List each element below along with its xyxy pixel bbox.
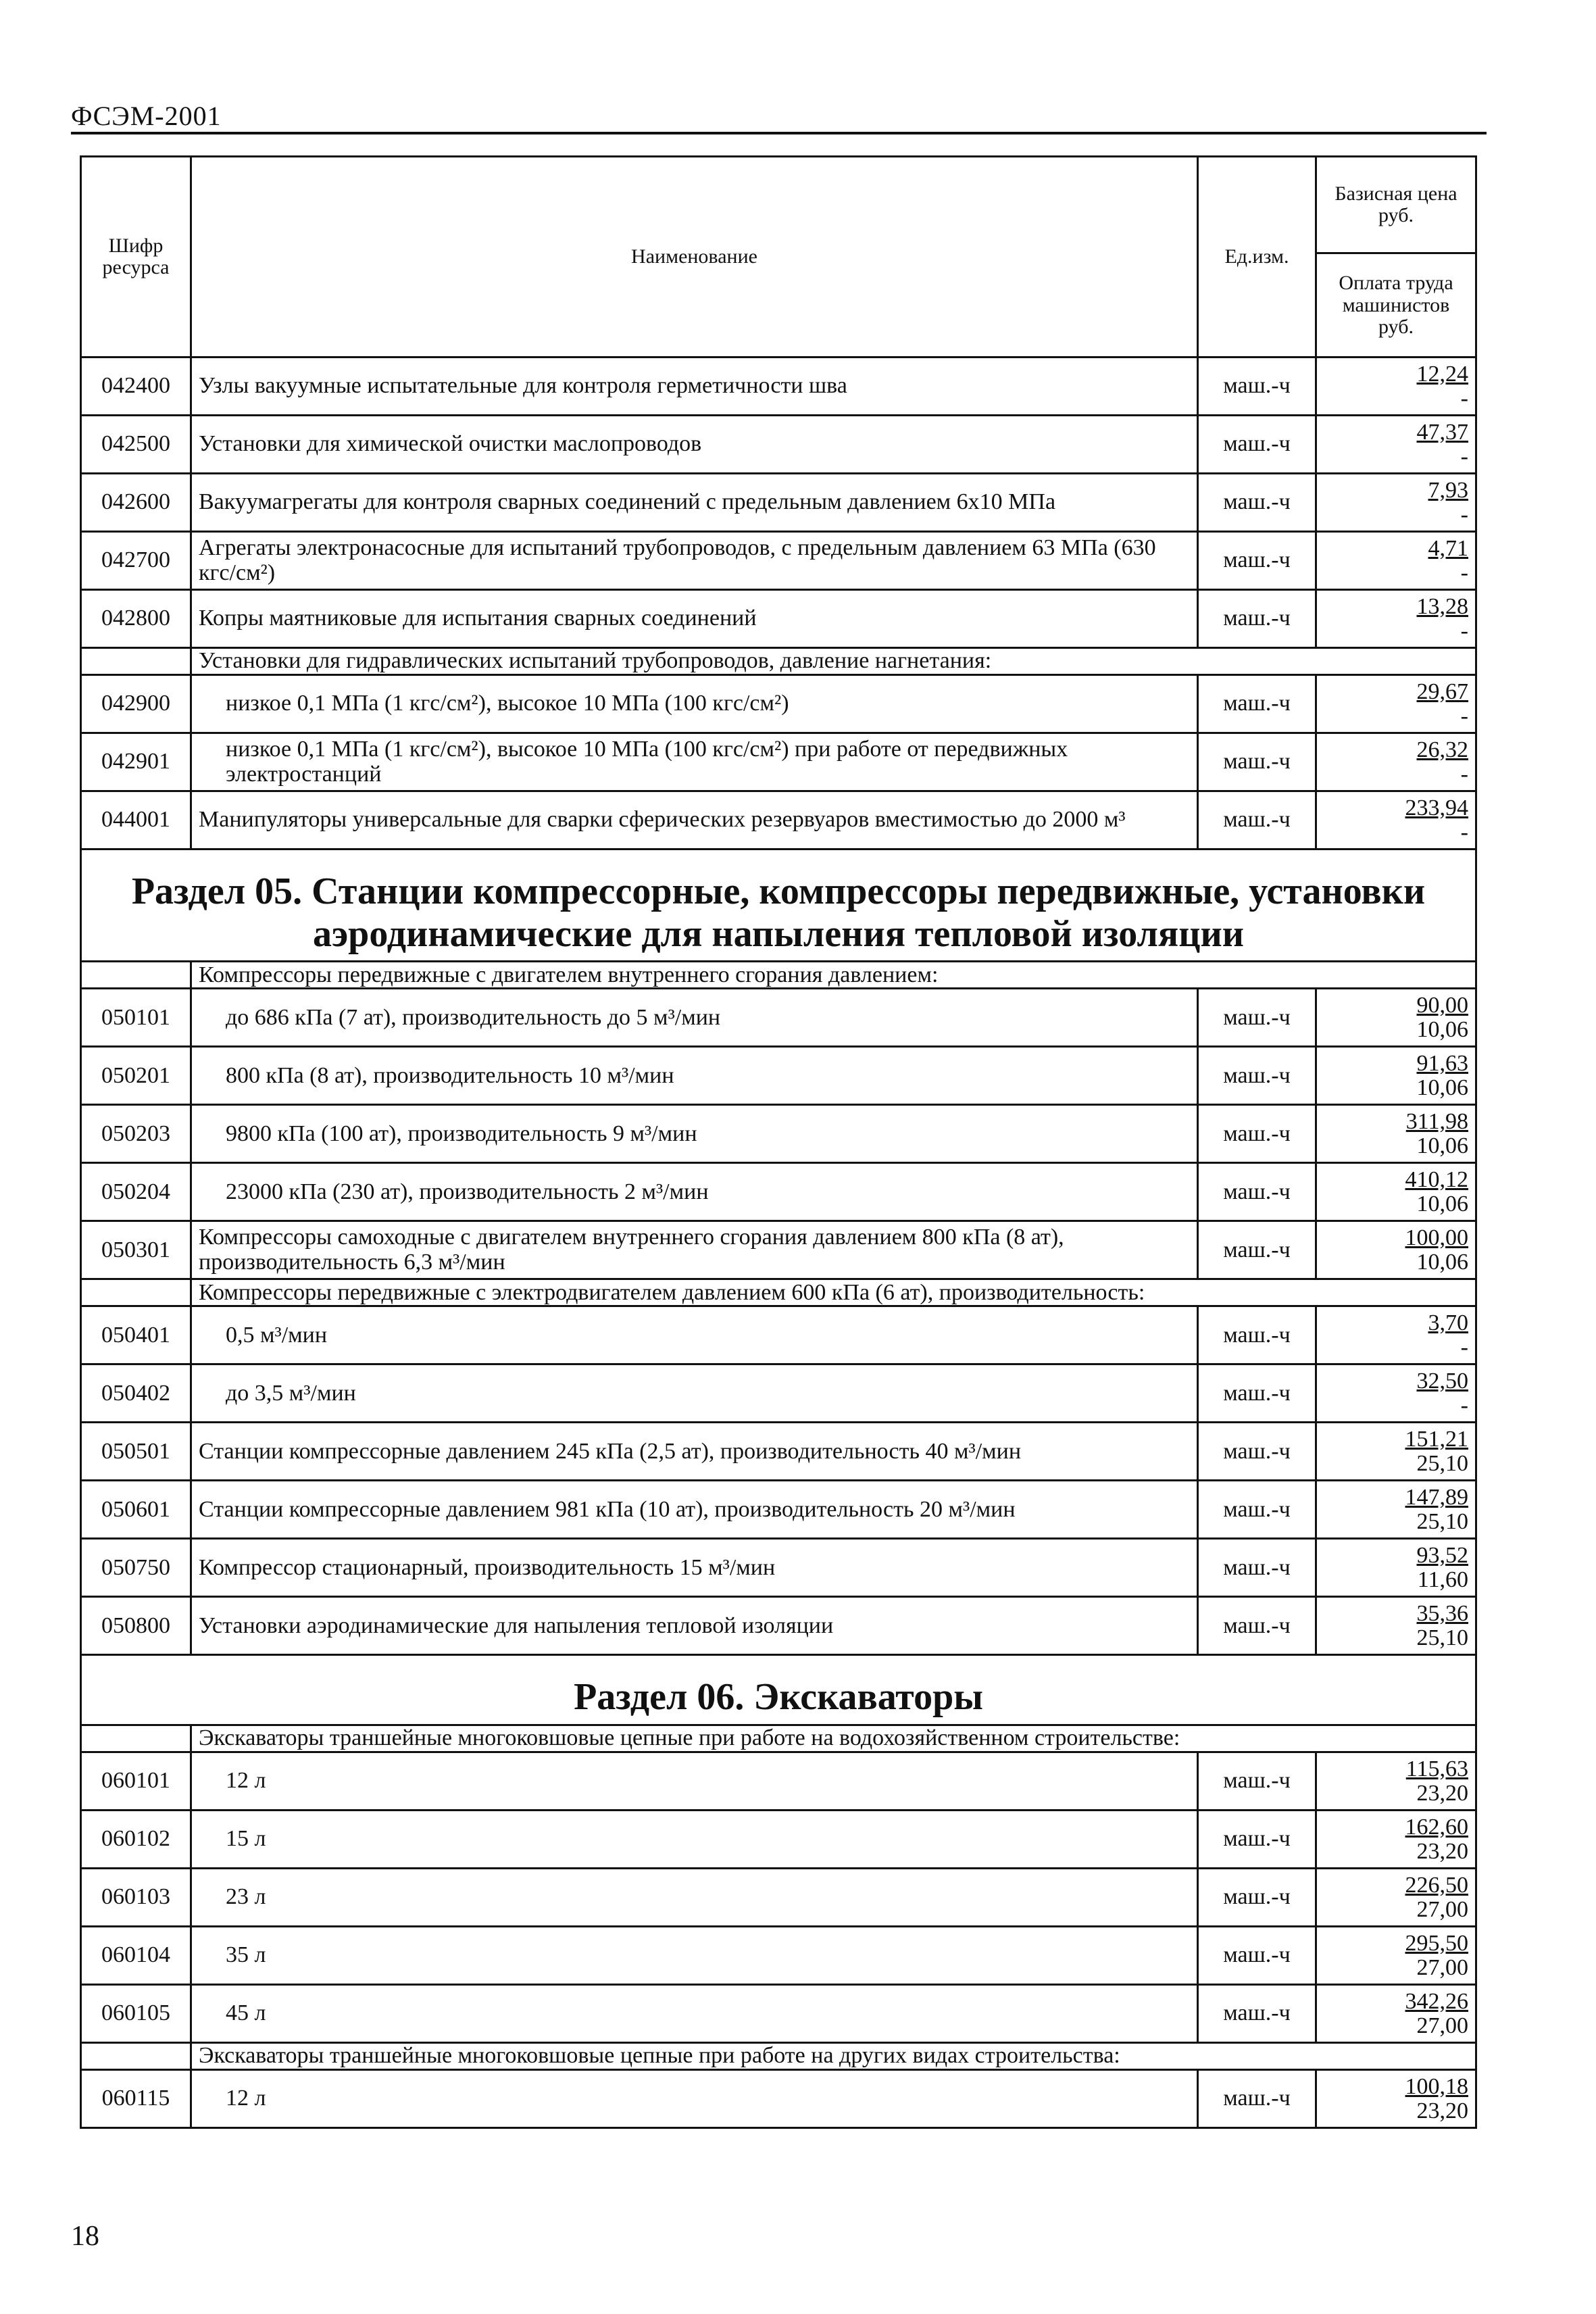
unit-of-measure: маш.-ч — [1198, 1985, 1316, 2043]
resource-name: 800 кПа (8 ат), производительность 10 м³/мин — [191, 1047, 1198, 1105]
table-row — [81, 1364, 1476, 1423]
table-row — [81, 1221, 1476, 1279]
resource-name: 45 л — [191, 1985, 1198, 2043]
resource-name: низкое 0,1 МПа (1 кгс/см²), высокое 10 МПа (100 кгс/см²) при работе от передвижных электростанций — [191, 733, 1198, 791]
unit-of-measure: маш.-ч — [1198, 1752, 1316, 1811]
unit-of-measure: маш.-ч — [1198, 1869, 1316, 1927]
base-price: 162,60 — [1405, 1814, 1468, 1840]
operator-wage: 10,06 — [1416, 1249, 1468, 1275]
price-cell — [1316, 1306, 1476, 1364]
subheading-code-blank — [81, 648, 191, 675]
operator-wage: 23,20 — [1416, 1838, 1468, 1864]
base-price: 295,50 — [1405, 1930, 1468, 1956]
unit-of-measure: маш.-ч — [1198, 1306, 1316, 1364]
table-row — [81, 590, 1476, 648]
resource-code: 060105 — [81, 1985, 191, 2043]
base-price: 115,63 — [1405, 1756, 1468, 1781]
subheading-row — [81, 648, 1476, 675]
base-price: 29,67 — [1416, 679, 1468, 704]
resource-name: Установки для химической очистки маслопроводов — [191, 416, 1198, 474]
resource-code: 042500 — [81, 416, 191, 474]
resource-code: 042400 — [81, 358, 191, 416]
document-header: ФСЭМ-2001 — [71, 101, 222, 131]
unit-of-measure: маш.-ч — [1198, 1221, 1316, 1279]
resource-code: 060115 — [81, 2070, 191, 2128]
resource-code: 060102 — [81, 1811, 191, 1869]
unit-of-measure: маш.-ч — [1198, 474, 1316, 532]
table-row — [81, 2070, 1476, 2128]
header-rule — [71, 132, 1487, 134]
operator-wage: 23,20 — [1416, 2098, 1468, 2123]
page-number: 18 — [71, 2221, 99, 2252]
base-price: 147,89 — [1405, 1485, 1468, 1510]
subheading-row — [81, 2043, 1476, 2070]
price-cell — [1316, 532, 1476, 590]
resource-code: 050401 — [81, 1306, 191, 1364]
table-row — [81, 733, 1476, 791]
base-price: 90,00 — [1416, 993, 1468, 1018]
base-price: 233,94 — [1405, 795, 1468, 820]
base-price: 91,63 — [1416, 1051, 1468, 1077]
operator-wage: 25,10 — [1416, 1508, 1468, 1534]
operator-wage: 10,06 — [1416, 1075, 1468, 1100]
subheading-row — [81, 962, 1476, 989]
unit-of-measure: маш.-ч — [1198, 590, 1316, 648]
resource-code: 050301 — [81, 1221, 191, 1279]
subheading-code-blank — [81, 1725, 191, 1752]
base-price: 311,98 — [1405, 1109, 1468, 1135]
resource-code: 042800 — [81, 590, 191, 648]
resource-name: до 3,5 м³/мин — [191, 1364, 1198, 1423]
operator-wage: - — [1460, 560, 1468, 585]
price-cell — [1316, 1047, 1476, 1105]
unit-of-measure: маш.-ч — [1198, 675, 1316, 733]
table-row — [81, 416, 1476, 474]
unit-of-measure: маш.-ч — [1198, 1423, 1316, 1481]
resource-name: 15 л — [191, 1811, 1198, 1869]
operator-wage: 27,00 — [1416, 1954, 1468, 1980]
resource-name: Копры маятниковые для испытания сварных соединений — [191, 590, 1198, 648]
resource-name: Узлы вакуумные испытательные для контроля герметичности шва — [191, 358, 1198, 416]
resource-name: 23000 кПа (230 ат), производительность 2 м³/мин — [191, 1163, 1198, 1221]
resource-code: 050101 — [81, 989, 191, 1047]
operator-wage: - — [1460, 385, 1468, 411]
operator-wage: - — [1460, 761, 1468, 787]
table-row — [81, 1481, 1476, 1539]
unit-of-measure: маш.-ч — [1198, 416, 1316, 474]
operator-wage: - — [1460, 703, 1468, 729]
base-price: 32,50 — [1416, 1369, 1468, 1394]
operator-wage: - — [1460, 443, 1468, 469]
section-number: Раздел 06. — [574, 1676, 745, 1719]
base-price: 226,50 — [1405, 1872, 1468, 1898]
base-price: 93,52 — [1416, 1543, 1468, 1569]
header-price: Базисная цена руб. — [1316, 157, 1476, 253]
price-cell — [1316, 1985, 1476, 2043]
table-row — [81, 358, 1476, 416]
resource-name: 23 л — [191, 1869, 1198, 1927]
resource-code: 060103 — [81, 1869, 191, 1927]
resource-code: 042901 — [81, 733, 191, 791]
resource-code: 060104 — [81, 1927, 191, 1985]
price-cell — [1316, 675, 1476, 733]
subheading-row — [81, 1725, 1476, 1752]
operator-wage: 10,06 — [1416, 1133, 1468, 1158]
resource-code: 050402 — [81, 1364, 191, 1423]
subheading-text: Экскаваторы траншейные многоковшовые цепные при работе на других видах строительства: — [191, 2043, 1476, 2070]
unit-of-measure: маш.-ч — [1198, 733, 1316, 791]
operator-wage: 27,00 — [1416, 2013, 1468, 2038]
price-cell — [1316, 474, 1476, 532]
operator-wage: - — [1460, 1334, 1468, 1360]
resource-code: 042700 — [81, 532, 191, 590]
base-price: 35,36 — [1416, 1601, 1468, 1627]
price-cell — [1316, 791, 1476, 850]
subheading-text: Экскаваторы траншейные многоковшовые цепные при работе на водохозяйственном строительстве: — [191, 1725, 1476, 1752]
resource-code: 050203 — [81, 1105, 191, 1163]
table-row — [81, 1869, 1476, 1927]
base-price: 12,24 — [1416, 361, 1468, 387]
resource-name: Манипуляторы универсальные для сварки сферических резервуаров вместимостью до 2000 м³ — [191, 791, 1198, 850]
unit-of-measure: маш.-ч — [1198, 791, 1316, 850]
header-unit: Ед.изм. — [1198, 157, 1316, 358]
resource-name: до 686 кПа (7 ат), производительность до 5 м³/мин — [191, 989, 1198, 1047]
resource-code: 050601 — [81, 1481, 191, 1539]
subheading-row — [81, 1279, 1476, 1306]
price-cell — [1316, 358, 1476, 416]
section-number: Раздел 05. — [131, 870, 303, 912]
operator-wage: - — [1460, 618, 1468, 643]
unit-of-measure: маш.-ч — [1198, 1597, 1316, 1655]
resource-code: 060101 — [81, 1752, 191, 1811]
resource-name: Вакуумагрегаты для контроля сварных соединений с предельным давлением 6х10 МПа — [191, 474, 1198, 532]
price-cell — [1316, 1597, 1476, 1655]
resource-name: Компрессор стационарный, производительность 15 м³/мин — [191, 1539, 1198, 1597]
price-cell — [1316, 1927, 1476, 1985]
base-price: 100,00 — [1405, 1225, 1468, 1251]
price-cell — [1316, 1539, 1476, 1597]
table-row — [81, 1047, 1476, 1105]
operator-wage: 25,10 — [1416, 1450, 1468, 1476]
resource-name: Станции компрессорные давлением 245 кПа (2,5 ат), производительность 40 м³/мин — [191, 1423, 1198, 1481]
resource-name: 12 л — [191, 1752, 1198, 1811]
resource-name: 35 л — [191, 1927, 1198, 1985]
unit-of-measure: маш.-ч — [1198, 989, 1316, 1047]
unit-of-measure: маш.-ч — [1198, 1047, 1316, 1105]
resource-name: Агрегаты электронасосные для испытаний трубопроводов, с предельным давлением 63 МПа (630 кгс/см²) — [191, 532, 1198, 590]
price-cell — [1316, 1364, 1476, 1423]
header-name: Наименование — [191, 157, 1198, 358]
unit-of-measure: маш.-ч — [1198, 532, 1316, 590]
resource-name: 12 л — [191, 2070, 1198, 2128]
header-labor: Оплата труда машинистов руб. — [1316, 253, 1476, 358]
resource-code: 050204 — [81, 1163, 191, 1221]
operator-wage: 27,00 — [1416, 1896, 1468, 1922]
price-cell — [1316, 1481, 1476, 1539]
table-row — [81, 989, 1476, 1047]
base-price: 7,93 — [1428, 477, 1468, 503]
base-price: 3,70 — [1428, 1310, 1468, 1336]
unit-of-measure: маш.-ч — [1198, 1364, 1316, 1423]
price-cell — [1316, 1869, 1476, 1927]
table-row — [81, 1985, 1476, 2043]
table-row — [81, 1539, 1476, 1597]
operator-wage: 23,20 — [1416, 1780, 1468, 1806]
table-row — [81, 1752, 1476, 1811]
operator-wage: - — [1460, 501, 1468, 527]
table-row — [81, 532, 1476, 590]
section-heading — [81, 850, 1476, 962]
operator-wage: 11,60 — [1417, 1567, 1468, 1592]
resource-code: 050800 — [81, 1597, 191, 1655]
unit-of-measure: маш.-ч — [1198, 1927, 1316, 1985]
subheading-code-blank — [81, 2043, 191, 2070]
operator-wage: 25,10 — [1416, 1625, 1468, 1650]
subheading-text: Компрессоры передвижные с электродвигателем давлением 600 кПа (6 ат), производительность: — [191, 1279, 1476, 1306]
subheading-code-blank — [81, 1279, 191, 1306]
table-row — [81, 1306, 1476, 1364]
header-code: Шифр ресурса — [81, 157, 191, 358]
operator-wage: 10,06 — [1416, 1016, 1468, 1042]
base-price: 410,12 — [1405, 1167, 1468, 1193]
resource-name: Компрессоры самоходные с двигателем внутреннего сгорания давлением 800 кПа (8 ат), производительность 6,3 м³/мин — [191, 1221, 1198, 1279]
unit-of-measure: маш.-ч — [1198, 1481, 1316, 1539]
table-row — [81, 474, 1476, 532]
resource-name: 9800 кПа (100 ат), производительность 9 м³/мин — [191, 1105, 1198, 1163]
base-price: 13,28 — [1416, 593, 1468, 619]
base-price: 4,71 — [1428, 535, 1468, 561]
price-cell — [1316, 1221, 1476, 1279]
base-price: 47,37 — [1416, 419, 1468, 445]
table-row — [81, 1423, 1476, 1481]
unit-of-measure: маш.-ч — [1198, 1105, 1316, 1163]
section-title: Станции компрессорные, компрессоры передвижные, установки аэродинамические для напыления тепловой изоляции — [311, 870, 1426, 955]
price-cell — [1316, 416, 1476, 474]
section-row — [81, 1655, 1476, 1725]
subheading-code-blank — [81, 962, 191, 989]
resource-name: Станции компрессорные давлением 981 кПа (10 ат), производительность 20 м³/мин — [191, 1481, 1198, 1539]
resource-name: 0,5 м³/мин — [191, 1306, 1198, 1364]
price-cell — [1316, 1163, 1476, 1221]
table-row — [81, 675, 1476, 733]
resource-price-table — [80, 155, 1477, 2129]
subheading-text: Компрессоры передвижные с двигателем внутреннего сгорания давлением: — [191, 962, 1476, 989]
resource-code: 042600 — [81, 474, 191, 532]
section-row — [81, 850, 1476, 962]
section-title: Экскаваторы — [753, 1676, 983, 1719]
price-cell — [1316, 1811, 1476, 1869]
resource-code: 044001 — [81, 791, 191, 850]
resource-code: 050750 — [81, 1539, 191, 1597]
unit-of-measure: маш.-ч — [1198, 1811, 1316, 1869]
base-price: 100,18 — [1405, 2073, 1468, 2099]
table-row — [81, 1597, 1476, 1655]
unit-of-measure: маш.-ч — [1198, 1163, 1316, 1221]
table-row — [81, 1927, 1476, 1985]
price-cell — [1316, 590, 1476, 648]
resource-name: Установки аэродинамические для напыления тепловой изоляции — [191, 1597, 1198, 1655]
operator-wage: - — [1460, 819, 1468, 845]
table-row — [81, 1105, 1476, 1163]
price-cell — [1316, 1752, 1476, 1811]
resource-code: 042900 — [81, 675, 191, 733]
operator-wage: - — [1460, 1392, 1468, 1418]
price-cell — [1316, 1423, 1476, 1481]
resource-code: 050201 — [81, 1047, 191, 1105]
price-cell — [1316, 1105, 1476, 1163]
table-row — [81, 1163, 1476, 1221]
price-cell — [1316, 989, 1476, 1047]
unit-of-measure: маш.-ч — [1198, 2070, 1316, 2128]
subheading-text: Установки для гидравлических испытаний трубопроводов, давление нагнетания: — [191, 648, 1476, 675]
price-cell — [1316, 733, 1476, 791]
table-header-row — [81, 157, 1476, 253]
resource-name: низкое 0,1 МПа (1 кгс/см²), высокое 10 МПа (100 кгс/см²) — [191, 675, 1198, 733]
operator-wage: 10,06 — [1416, 1191, 1468, 1216]
table-row — [81, 791, 1476, 850]
table-row — [81, 1811, 1476, 1869]
base-price: 26,32 — [1416, 737, 1468, 762]
unit-of-measure: маш.-ч — [1198, 1539, 1316, 1597]
base-price: 151,21 — [1405, 1427, 1468, 1452]
resource-code: 050501 — [81, 1423, 191, 1481]
base-price: 342,26 — [1405, 1988, 1468, 2014]
unit-of-measure: маш.-ч — [1198, 358, 1316, 416]
section-heading — [81, 1655, 1476, 1725]
price-cell — [1316, 2070, 1476, 2128]
